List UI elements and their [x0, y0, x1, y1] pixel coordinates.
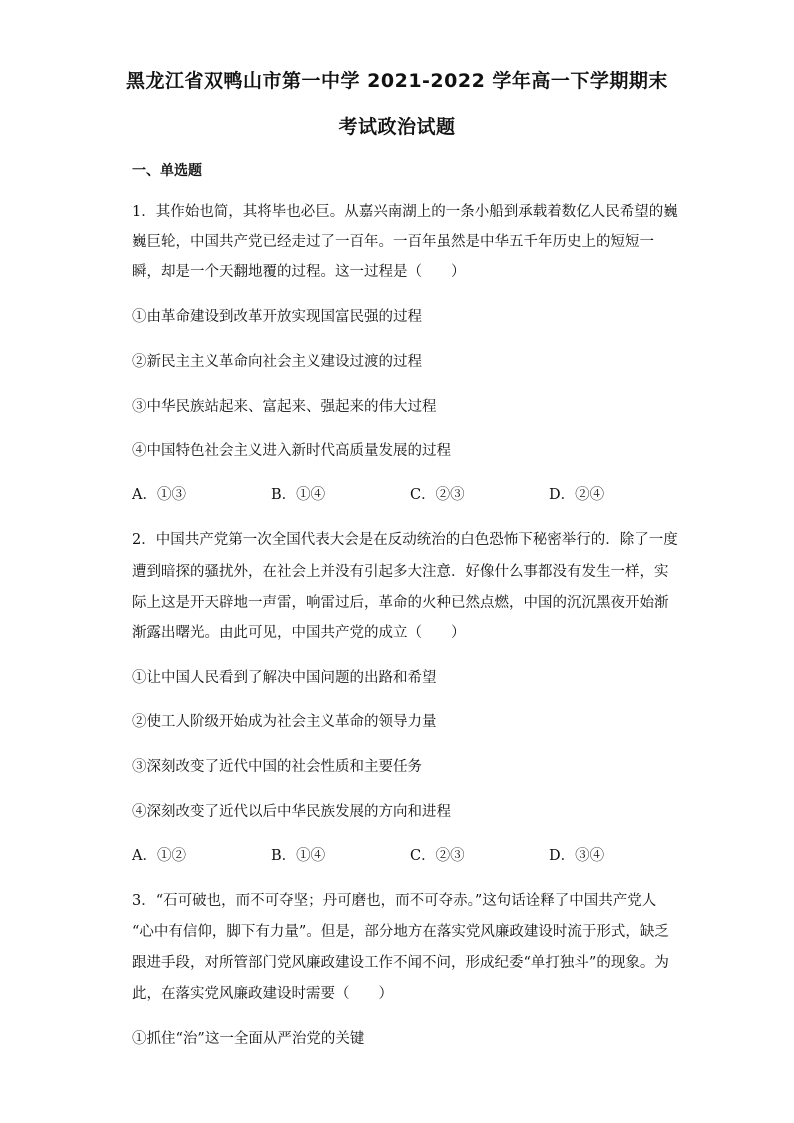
question-2-stem-line: 遭到暗探的骚扰外，在社会上并没有引起多大注意．好像什么事都没有发生一样，实 [132, 564, 669, 580]
section-heading: 一、单选题 [132, 163, 202, 179]
question-2-statement-3: ③深刻改变了近代中国的社会性质和主要任务 [132, 759, 422, 775]
question-1-option-b[interactable]: B．①④ [271, 487, 326, 503]
question-1-option-d[interactable]: D．②④ [549, 487, 605, 503]
question-2-option-a[interactable]: A．①② [132, 848, 186, 864]
question-3-stem-line: 此，在落实党风廉政建设时需要（ ） [132, 986, 393, 1002]
document-title-line-2: 考试政治试题 [338, 116, 456, 138]
question-2-stem-line: 际上这是开天辟地一声雷，响雷过后，革命的火种已然点燃，中国的沉沉黑夜开始渐 [132, 595, 669, 611]
question-1-option-c[interactable]: C．②③ [410, 487, 465, 503]
document-title-line-1: 黑龙江省双鸭山市第一中学 2021-2022 学年高一下学期期末 [126, 70, 668, 92]
question-1-stem-line: 巍巨轮，中国共产党已经走过了一百年。一百年虽然是中华五千年历史上的短短一 [132, 234, 654, 250]
question-3-statement-1: ①抓住“治”这一全面从严治党的关键 [132, 1031, 365, 1047]
question-1-statement-2: ②新民主主义革命向社会主义建设过渡的过程 [132, 354, 422, 370]
question-2-options [132, 846, 672, 866]
question-2-stem-line: 渐露出曙光。由此可见，中国共产党的成立（ ） [132, 625, 466, 641]
question-2-option-b[interactable]: B．①④ [271, 848, 326, 864]
question-1-stem-line: 瞬，却是一个天翻地覆的过程。这一过程是（ ） [132, 264, 466, 280]
question-3-stem-line: 跟进手段，对所管部门党风廉政建设工作不闻不问，形成纪委“单打独斗”的现象。为 [132, 955, 669, 971]
question-1-options [132, 485, 672, 505]
question-2-statement-4: ④深刻改变了近代以后中华民族发展的方向和进程 [132, 804, 451, 820]
question-1-statement-3: ③中华民族站起来、富起来、强起来的伟大过程 [132, 399, 437, 415]
question-2-option-c[interactable]: C．②③ [410, 848, 465, 864]
question-1-option-a[interactable]: A．①③ [132, 487, 186, 503]
question-1-statement-1: ①由革命建设到改革开放实现国富民强的过程 [132, 309, 422, 325]
question-1-stem-line: 1．其作始也简，其将毕也必巨。从嘉兴南湖上的一条小船到承载着数亿人民希望的巍 [132, 204, 678, 220]
question-3-stem-line: “心中有信仰，脚下有力量”。但是，部分地方在落实党风廉政建设时流于形式，缺乏 [132, 924, 669, 940]
question-2-statement-1: ①让中国人民看到了解决中国问题的出路和希望 [132, 670, 437, 686]
question-1-statement-4: ④中国特色社会主义进入新时代高质量发展的过程 [132, 443, 451, 459]
question-3-stem-line: 3．“石可破也，而不可夺坚；丹可磨也，而不可夺赤。”这句话诠释了中国共产党人 [132, 893, 657, 909]
question-2-option-d[interactable]: D．③④ [549, 848, 605, 864]
question-2-stem-line: 2．中国共产党第一次全国代表大会是在反动统治的白色恐怖下秘密举行的．除了一度 [132, 532, 678, 548]
question-2-statement-2: ②使工人阶级开始成为社会主义革命的领导力量 [132, 714, 437, 730]
